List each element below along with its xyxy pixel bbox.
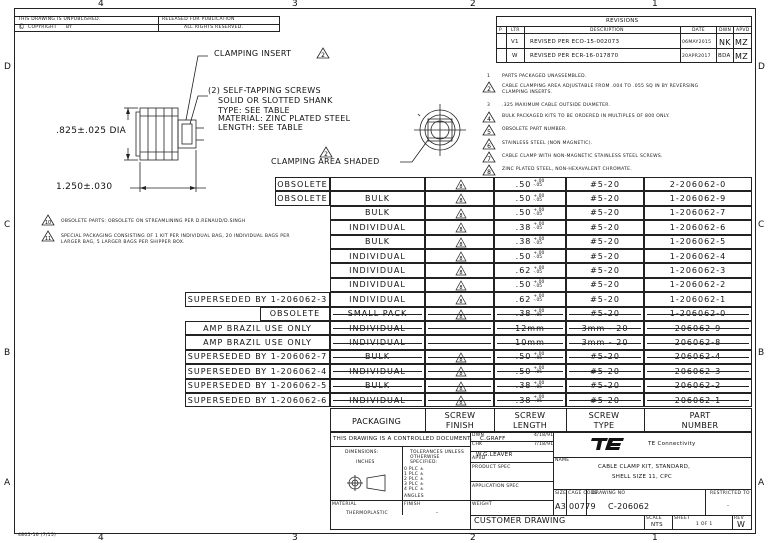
note-text: CABLE CLAMP WITH NON-MAGNETIC STAINLESS STEEL SCREWS. xyxy=(502,154,663,159)
cell-pkg: INDIVIDUAL xyxy=(330,278,425,292)
callout-screws-line4: MATERIAL: ZINC PLATED STEEL xyxy=(218,114,351,123)
rev-date-2: 20APR2017 xyxy=(682,54,711,59)
zone-row-b: B xyxy=(4,348,11,358)
sheet-label: SHEET xyxy=(674,516,691,521)
cell-pkg: BULK xyxy=(330,235,425,249)
svg-text:2: 2 xyxy=(321,52,325,59)
table-row xyxy=(0,292,768,306)
status-cell: OBSOLETE xyxy=(275,191,330,205)
part-name-line2: SHELL SIZE 11, CPC xyxy=(612,474,672,480)
cell-pkg: INDIVIDUAL xyxy=(330,364,425,378)
length-value: .62 xyxy=(515,294,532,304)
projection-symbol-icon xyxy=(345,474,387,492)
cell-length xyxy=(494,206,566,220)
length-value: .38 xyxy=(515,222,532,232)
table-row xyxy=(0,263,768,277)
cell-part: 1-206062-4 xyxy=(644,249,752,263)
copyright-label: COPYRIGHT xyxy=(28,25,57,30)
controlled-document: THIS DRAWING IS A CONTROLLED DOCUMENT. xyxy=(333,436,473,442)
checked-date: 7/18/91 xyxy=(534,442,554,447)
unpublished-note: THIS DRAWING IS UNPUBLISHED. xyxy=(18,17,101,22)
cell-part: 206062-2 xyxy=(644,379,752,393)
cell-finish xyxy=(425,335,494,349)
zone-row-d: D xyxy=(4,62,11,72)
length-tolerance: +.00 -.05 xyxy=(533,236,545,246)
cell-part: 2-206062-0 xyxy=(644,177,752,191)
rev-date-1: 06MAY2015 xyxy=(682,40,712,45)
checked-by: W.G.LEAVER xyxy=(476,452,513,458)
zone-row-c: C xyxy=(4,220,11,230)
length-tolerance: +.00 -.05 xyxy=(533,222,545,232)
svg-text:8: 8 xyxy=(459,227,463,234)
rev-apvd-1: MZ xyxy=(735,38,748,47)
side-note-11: SPECIAL PACKAGING CONSISTING OF 1 KIT PER INDIVIDUAL BAG, 20 INDIVIDUAL BAGS PER LARGER BAG, 5 LARGER BAGS PER SHIPPER BOX. xyxy=(61,234,290,245)
header-screw-finish: SCREW FINISH xyxy=(444,411,476,430)
parts-table xyxy=(0,177,768,407)
drawn-date: 4/18/91 xyxy=(534,433,554,438)
callout-clamping-insert: CLAMPING INSERT xyxy=(214,49,292,58)
dimensions-unit: INCHES xyxy=(356,460,375,465)
tolerances-label: TOLERANCES UNLESS OTHERWISE SPECIFIED: xyxy=(410,450,465,465)
finish-flag-8-icon xyxy=(455,309,467,320)
dimensions-label: DIMENSIONS: xyxy=(345,450,379,455)
length-value: .38 xyxy=(515,309,532,319)
cell-pkg: SMALL PACK xyxy=(330,307,425,321)
cell-part: 1-206062-7 xyxy=(644,206,752,220)
released-for-publication: RELEASED FOR PUBLICATION xyxy=(162,17,235,22)
cell-type: #5-20 xyxy=(566,206,644,220)
supersede-cell: AMP BRAZIL USE ONLY xyxy=(185,321,330,335)
header-screw-type: SCREW TYPE xyxy=(588,411,620,430)
header-packaging: PACKAGING xyxy=(352,417,402,426)
table-row xyxy=(0,307,768,321)
material-label: MATERIAL xyxy=(332,502,357,507)
material-value: THERMOPLASTIC xyxy=(346,511,388,516)
zone-col-4: 4 xyxy=(98,0,104,9)
rights-reserved: ALL RIGHTS RESERVED. xyxy=(184,25,244,30)
table-row xyxy=(0,249,768,263)
scale-value: NTS xyxy=(651,522,663,528)
svg-text:8: 8 xyxy=(487,169,491,176)
table-row xyxy=(0,278,768,292)
length-tolerance: +.00 -.05 xyxy=(533,193,545,203)
cell-length xyxy=(494,292,566,306)
note-number: 1 xyxy=(487,74,491,79)
cell-part: 1-206062-5 xyxy=(644,235,752,249)
zone-col-1-bottom: 1 xyxy=(652,533,658,543)
drawn-by: C.GRAFF xyxy=(480,436,506,442)
rev-ltr-2: W xyxy=(512,53,518,59)
table-row xyxy=(0,191,768,205)
cell-type: #5-20 xyxy=(566,177,644,191)
length-value: .50 xyxy=(515,251,532,261)
rev-label: REV xyxy=(734,516,744,521)
zone-col-4-bottom: 4 xyxy=(98,533,104,543)
rev-desc-1: REVISED PER ECO-15-002073 xyxy=(530,39,620,45)
length-value: .50 xyxy=(515,194,532,204)
note-text: CABLE CLAMPING AREA ADJUSTABLE FROM .004 TO .055 SQ IN BY REVERSING CLAMPING INSERTS. xyxy=(502,84,699,95)
callout-screws-line2: SOLID OR SLOTTED SHANK xyxy=(218,96,333,105)
status-cell: OBSOLETE xyxy=(275,177,330,191)
finish-flag-8-icon xyxy=(455,179,467,190)
cell-pkg: INDIVIDUAL xyxy=(330,292,425,306)
length-value: .50 xyxy=(515,280,532,290)
length-value: .50 xyxy=(515,208,532,218)
length-value: .50 xyxy=(515,366,532,376)
application-spec-label: APPLICATION SPEC xyxy=(472,484,519,489)
cell-pkg: INDIVIDUAL xyxy=(330,220,425,234)
length-tolerance: +.00 -.05 xyxy=(533,251,545,261)
note-text: .325 MAXIMUM CABLE OUTSIDE DIAMETER. xyxy=(502,103,611,108)
dimension-diameter: .825±.025 DIA xyxy=(56,126,127,136)
svg-text:6: 6 xyxy=(487,143,491,150)
cell-length xyxy=(494,263,566,277)
zone-col-3-bottom: 3 xyxy=(292,533,298,543)
tolerance-line: 4 PLC ± xyxy=(404,487,424,492)
length-tolerance: +.00 -.05 xyxy=(533,395,545,405)
te-logo-icon xyxy=(590,434,638,452)
cell-pkg: BULK xyxy=(330,206,425,220)
cell-length xyxy=(494,220,566,234)
weight-label: WEIGHT xyxy=(472,502,493,507)
finish-flag-8-icon xyxy=(455,222,467,233)
cell-pkg: INDIVIDUAL xyxy=(330,393,425,407)
finish-flag-8-icon xyxy=(455,352,467,363)
rev-dwn-1: NK xyxy=(719,38,731,47)
table-row xyxy=(0,335,768,349)
supersede-cell: SUPERSEDED BY 1-206062-6 xyxy=(185,393,330,407)
length-value: .62 xyxy=(515,266,532,276)
copyright-icon: © xyxy=(18,23,26,31)
svg-text:2: 2 xyxy=(487,86,491,93)
zone-row-a: A xyxy=(4,478,11,488)
svg-text:8: 8 xyxy=(459,256,463,262)
svg-text:8: 8 xyxy=(459,270,463,277)
dwn-label: DWN xyxy=(472,433,485,438)
finish-flag-8-icon xyxy=(455,251,467,262)
zone-col-2-bottom: 2 xyxy=(470,533,476,543)
cell-pkg: INDIVIDUAL xyxy=(330,263,425,277)
cell-type: 3mm - 20 xyxy=(566,335,644,349)
cell-length xyxy=(494,379,566,393)
cage-code: 00779 xyxy=(569,502,596,511)
cell-type: #5-20 xyxy=(566,235,644,249)
length-tolerance: +.00 -.05 xyxy=(533,294,545,304)
copyright-by: BY xyxy=(66,25,73,30)
cell-length xyxy=(494,235,566,249)
finish-flag-8-icon xyxy=(455,294,467,305)
drawing-no-label: DRAWING NO xyxy=(592,491,626,496)
cell-pkg: INDIVIDUAL xyxy=(330,321,425,335)
rev-apvd-2: MZ xyxy=(735,52,748,61)
rev-col-p: P xyxy=(499,28,503,33)
zone-row-d-right: D xyxy=(758,62,765,72)
zone-row-b-right: B xyxy=(758,348,765,358)
revisions-header: REVISIONS xyxy=(606,18,639,24)
svg-text:8: 8 xyxy=(459,313,463,320)
cell-length xyxy=(494,350,566,364)
cell-type: #5-20 xyxy=(566,249,644,263)
length-tolerance: +.00 -.05 xyxy=(533,265,545,275)
cell-type: 3mm - 20 xyxy=(566,321,644,335)
rev-ltr-1: V1 xyxy=(511,39,519,45)
table-row xyxy=(0,206,768,220)
rev-value: W xyxy=(737,520,746,529)
angles-label: ANGLES xyxy=(404,494,424,499)
note-text: STAINLESS STEEL (NON MAGNETIC). xyxy=(502,141,593,146)
status-cell: OBSOLETE xyxy=(260,307,330,321)
cell-length xyxy=(494,249,566,263)
callout-clamping-area: CLAMPING AREA SHADED xyxy=(271,157,380,166)
length-tolerance: +.00 -.05 xyxy=(533,380,545,390)
cell-part: 1-206062-6 xyxy=(644,220,752,234)
zone-col-3: 3 xyxy=(292,0,298,9)
side-note-10: OBSOLETE PARTS: OBSOLETE ON STREAMLINING PER D.RENAUD/D.SINGH xyxy=(61,219,246,224)
tolerance-line: 0 PLC ± xyxy=(404,467,424,472)
chk-label: CHK xyxy=(472,442,483,447)
rev-col-date: DATE xyxy=(692,28,705,33)
cell-finish xyxy=(425,321,494,335)
finish-flag-8-icon xyxy=(455,366,467,377)
cell-part: 1-206062-9 xyxy=(644,191,752,205)
part-name-line1: CABLE CLAMP KIT, STANDARD, xyxy=(598,464,691,470)
sheet-value: 1 OF 1 xyxy=(696,522,713,527)
svg-text:8: 8 xyxy=(459,356,463,363)
rev-col-description: DESCRIPTION xyxy=(590,28,624,33)
cell-type: #5-20 xyxy=(566,379,644,393)
length-tolerance: +.00 -.05 xyxy=(533,279,545,289)
note-text: OBSOLETE PART NUMBER. xyxy=(502,127,567,132)
table-row xyxy=(0,350,768,364)
svg-text:8: 8 xyxy=(459,212,463,219)
zone-row-c-right: C xyxy=(758,220,765,230)
cell-type: #5-20 xyxy=(566,263,644,277)
note-text: BULK PACKAGED KITS TO BE ORDERED IN MULTIPLES OF 800 ONLY. xyxy=(502,114,670,119)
cell-part: 206062-3 xyxy=(644,364,752,378)
svg-text:2: 2 xyxy=(324,151,328,158)
note-flag-2b-icon xyxy=(319,146,333,158)
length-tolerance: +.00 -.05 xyxy=(533,207,545,217)
cell-pkg: BULK xyxy=(330,350,425,364)
table-row xyxy=(0,364,768,378)
size-label: SIZE xyxy=(555,491,567,496)
length-value: .50 xyxy=(515,352,532,362)
cell-part: 206062-8 xyxy=(644,335,752,349)
callout-screws-line1: (2) SELF-TAPPING SCREWS xyxy=(208,86,321,95)
cell-type: #5-20 xyxy=(566,350,644,364)
supersede-cell: SUPERSEDED BY 1-206062-7 xyxy=(185,350,330,364)
form-number: 4805-16 (7/15) xyxy=(18,533,57,538)
supersede-cell: AMP BRAZIL USE ONLY xyxy=(185,335,330,349)
cell-type: #5-20 xyxy=(566,364,644,378)
callout-screws-line3: TYPE: SEE TABLE xyxy=(218,106,290,115)
finish-flag-8-icon xyxy=(455,381,467,392)
note-number: 3 xyxy=(487,103,491,108)
cell-length xyxy=(494,393,566,407)
cell-pkg xyxy=(330,177,425,191)
cell-pkg: BULK xyxy=(330,191,425,205)
restricted-to-label: RESTRICTED TO xyxy=(710,491,750,496)
cell-length xyxy=(494,364,566,378)
finish-flag-8-icon xyxy=(455,265,467,276)
cell-pkg: BULK xyxy=(330,379,425,393)
rev-col-apvd: APVD xyxy=(736,28,750,33)
cell-part: 206062-9 xyxy=(644,321,752,335)
tolerance-line: 3 PLC ± xyxy=(404,482,424,487)
length-tolerance: +.00 -.05 xyxy=(533,366,545,376)
finish-value: - xyxy=(436,510,439,516)
tolerance-line: 2 PLC ± xyxy=(404,477,424,482)
cell-pkg: INDIVIDUAL xyxy=(330,335,425,349)
cell-type: #5-20 xyxy=(566,278,644,292)
svg-text:8: 8 xyxy=(459,284,463,291)
supersede-cell: SUPERSEDED BY 1-206062-4 xyxy=(185,364,330,378)
zone-col-2: 2 xyxy=(470,0,476,9)
table-row xyxy=(0,321,768,335)
cell-length xyxy=(494,278,566,292)
cell-part: 1-206062-1 xyxy=(644,292,752,306)
cell-type: #5-20 xyxy=(566,292,644,306)
scale-label: SCALE xyxy=(646,516,662,521)
cell-type: #5-20 xyxy=(566,393,644,407)
length-tolerance: +.00 -.05 xyxy=(533,351,545,361)
svg-text:4: 4 xyxy=(487,116,491,123)
cell-type: #5-20 xyxy=(566,191,644,205)
finish-flag-8-icon xyxy=(455,208,467,219)
tolerance-line: 1 PLC ± xyxy=(404,472,424,477)
cell-part: 1-206062-2 xyxy=(644,278,752,292)
customer-drawing: CUSTOMER DRAWING xyxy=(474,516,566,525)
cell-pkg: INDIVIDUAL xyxy=(330,249,425,263)
table-row xyxy=(0,220,768,234)
svg-text:8: 8 xyxy=(459,371,463,378)
length-value: .38 xyxy=(515,237,532,247)
zone-row-a-right: A xyxy=(758,478,765,488)
cell-part: 1-206062-3 xyxy=(644,263,752,277)
svg-text:8: 8 xyxy=(459,400,463,406)
rev-desc-2: REVISED PER ECR-16-017870 xyxy=(530,53,619,59)
note-flag-2-icon xyxy=(316,47,330,59)
table-row xyxy=(0,379,768,393)
length-tolerance: +.00 -.05 xyxy=(533,308,545,318)
company-name: TE Connectivity xyxy=(648,441,696,447)
svg-text:8: 8 xyxy=(459,241,463,248)
cell-length xyxy=(494,177,566,191)
cell-type: #5-20 xyxy=(566,220,644,234)
rev-col-ltr: LTR xyxy=(511,28,520,33)
dimension-length: 1.250±.030 xyxy=(56,182,113,192)
svg-text:8: 8 xyxy=(459,299,463,306)
name-label: NAME xyxy=(555,458,570,463)
header-part-number: PART NUMBER xyxy=(681,411,719,430)
cage-code-label: CAGE CODE xyxy=(568,491,598,496)
supersede-cell: SUPERSEDED BY 1-206062-5 xyxy=(185,379,330,393)
svg-text:11: 11 xyxy=(44,236,52,242)
cell-part: 206062-1 xyxy=(644,393,752,407)
product-spec-label: PRODUCT SPEC xyxy=(472,465,511,470)
length-value: .38 xyxy=(515,395,532,405)
table-row xyxy=(0,393,768,407)
restricted-to: - xyxy=(727,503,730,509)
svg-text:5: 5 xyxy=(487,129,491,136)
cell-length: 10mm xyxy=(494,335,566,349)
note-text: ZINC PLATED STEEL, NON-HEXAVALENT CHROMATE. xyxy=(502,167,633,172)
finish-flag-8-icon xyxy=(455,193,467,204)
cell-part: 1-206062-0 xyxy=(644,307,752,321)
approved-label: APVD xyxy=(472,456,486,461)
finish-flag-8-icon xyxy=(455,395,467,406)
finish-flag-8-icon xyxy=(455,237,467,248)
sheet-size: A3 xyxy=(555,502,567,511)
svg-text:7: 7 xyxy=(487,156,491,163)
cell-length: 12mm xyxy=(494,321,566,335)
callout-screws-line5: LENGTH: SEE TABLE xyxy=(218,123,304,132)
length-tolerance: +.00 -.05 xyxy=(533,179,545,189)
cell-part: 206062-4 xyxy=(644,350,752,364)
svg-text:8: 8 xyxy=(459,198,463,205)
cell-length xyxy=(494,307,566,321)
header-screw-length: SCREW LENGTH xyxy=(512,411,548,430)
table-row xyxy=(0,235,768,249)
svg-text:10: 10 xyxy=(44,220,52,226)
finish-label: FINISH xyxy=(404,502,421,507)
table-row xyxy=(0,177,768,191)
svg-text:8: 8 xyxy=(459,385,463,392)
note-text: PARTS PACKAGED UNASSEMBLED. xyxy=(502,74,587,79)
rev-dwn-2: BDA xyxy=(718,53,731,59)
finish-flag-8-icon xyxy=(455,280,467,291)
cell-type: #5-20 xyxy=(566,307,644,321)
rev-col-dwn: DWN xyxy=(719,28,732,33)
length-value: .50 xyxy=(515,179,532,189)
cell-length xyxy=(494,191,566,205)
supersede-cell: SUPERSEDED BY 1-206062-3 xyxy=(185,292,330,306)
length-value: .38 xyxy=(515,381,532,391)
svg-text:8: 8 xyxy=(459,184,463,190)
zone-col-1: 1 xyxy=(652,0,658,9)
drawing-number: C-206062 xyxy=(608,502,650,511)
